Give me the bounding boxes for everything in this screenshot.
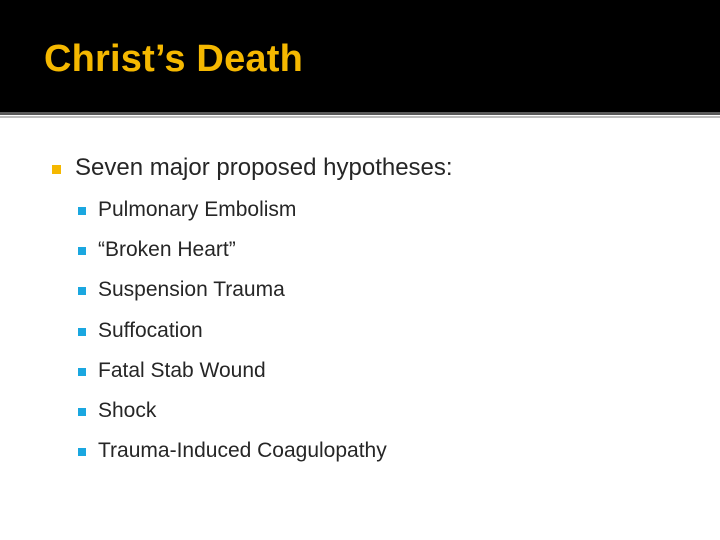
hypothesis-text: “Broken Heart” <box>98 238 236 262</box>
hypothesis-text: Pulmonary Embolism <box>98 198 297 222</box>
list-item <box>78 311 692 351</box>
main-point-text: Seven major proposed hypotheses: <box>75 154 453 181</box>
hypothesis-text: Suffocation <box>98 318 203 342</box>
bullet-item-main <box>52 150 692 186</box>
hypothesis-text: Shock <box>98 399 157 423</box>
square-bullet-icon <box>78 287 86 295</box>
title-divider-light <box>0 116 720 118</box>
hypothesis-text: Trauma-Induced Coagulopathy <box>98 439 387 463</box>
slide-body <box>52 150 692 471</box>
list-item <box>78 391 692 431</box>
square-bullet-icon <box>78 207 86 215</box>
list-item <box>78 230 692 270</box>
list-item <box>78 351 692 391</box>
square-bullet-icon <box>78 247 86 255</box>
list-item <box>78 431 692 471</box>
square-bullet-icon <box>78 448 86 456</box>
title-divider-dark <box>0 112 720 115</box>
title-bar <box>0 0 720 112</box>
square-bullet-icon <box>52 165 61 174</box>
square-bullet-icon <box>78 368 86 376</box>
slide-title: Christ’s Death <box>44 38 304 80</box>
list-item <box>78 190 692 230</box>
hypotheses-list <box>78 190 692 471</box>
list-item <box>78 270 692 310</box>
square-bullet-icon <box>78 328 86 336</box>
hypothesis-text: Suspension Trauma <box>98 278 285 302</box>
hypothesis-text: Fatal Stab Wound <box>98 358 266 382</box>
square-bullet-icon <box>78 408 86 416</box>
